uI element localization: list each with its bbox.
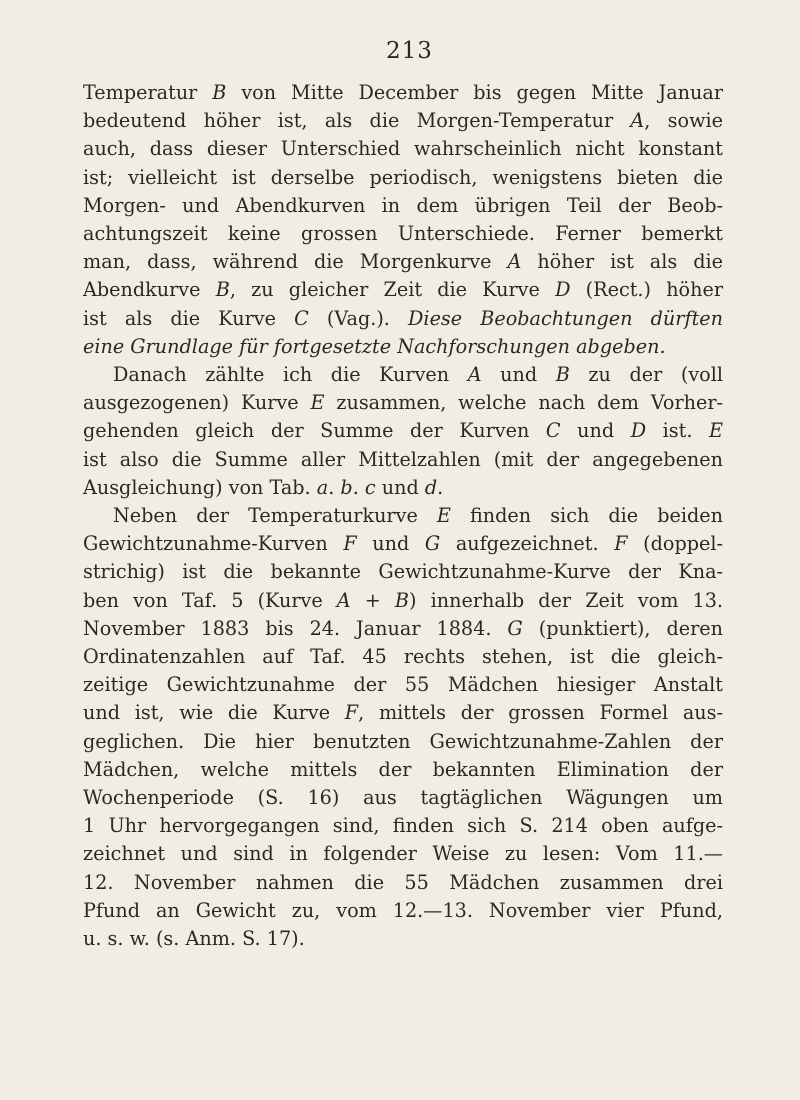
text-run: finden sich die beiden — [450, 504, 723, 528]
paragraph — [83, 502, 723, 953]
text-run: Ausgleichung) von Tab. — [83, 475, 317, 499]
text-line — [83, 643, 723, 671]
italic-text: B — [555, 363, 570, 387]
text-run: ist; vielleicht ist derselbe periodisch, wenigstens bieten die — [83, 165, 723, 189]
text-run: und ist, wie die Kurve — [83, 701, 345, 725]
text-line — [83, 530, 723, 558]
italic-text: d — [424, 475, 438, 499]
text-run: von Mitte December bis gegen Mitte Januar — [226, 81, 723, 104]
text-run: gehenden gleich der Summe der Kurven — [83, 419, 546, 443]
paragraph — [83, 79, 723, 361]
text-run: (Vag.). — [308, 306, 409, 330]
italic-text: E — [708, 419, 723, 443]
text-line — [83, 107, 723, 135]
text-line — [83, 728, 723, 756]
text-run: ben von Taf. 5 (Kurve — [83, 588, 337, 612]
text-run: 12. November nahmen die 55 Mädchen zusammen drei — [83, 870, 723, 894]
italic-text: C — [545, 419, 561, 443]
text-run: ist also die Summe aller Mittelzahlen (mit der angegebenen — [83, 447, 723, 471]
text-run: (doppel- — [627, 532, 723, 556]
italic-text: F — [344, 701, 359, 725]
text-run: und — [375, 475, 425, 499]
text-run: achtungszeit keine grossen Unterschiede. Ferner bemerkt — [83, 222, 723, 246]
text-line — [83, 79, 723, 107]
text-line — [83, 897, 723, 925]
text-line — [83, 784, 723, 812]
italic-text: E — [310, 391, 325, 415]
italic-text: F — [343, 532, 357, 556]
text-line — [83, 587, 723, 615]
text-run: und — [560, 419, 631, 443]
text-line — [83, 615, 723, 643]
text-run: zeitige Gewichtzunahme der 55 Mädchen hiesiger Anstalt — [83, 673, 723, 697]
text-run: , sowie — [644, 109, 723, 133]
text-run: zeichnet und sind in folgender Weise zu lesen: Vom 11.— — [83, 842, 723, 866]
text-run: u. s. w. (s. Anm. S. 17). — [83, 927, 305, 951]
paragraph — [83, 361, 723, 502]
text-line — [83, 558, 723, 586]
text-line — [83, 671, 723, 699]
italic-text: G — [507, 616, 523, 640]
italic-text: A — [507, 250, 522, 274]
text-line — [83, 699, 723, 727]
italic-text: A — [467, 363, 482, 387]
text-run: Danach zählte ich die Kurven — [113, 363, 468, 387]
text-line — [83, 756, 723, 784]
text-line — [83, 925, 723, 953]
text-line — [83, 135, 723, 163]
text-run: zu der (voll — [569, 363, 723, 387]
text-run: man, dass, während die Morgenkurve — [83, 250, 508, 274]
text-run: . — [352, 475, 365, 499]
text-run: zusammen, welche nach dem Vorher- — [324, 391, 723, 415]
text-run: strichig) ist die bekannte Gewichtzunahme-Kurve der Kna- — [83, 560, 723, 584]
italic-text: E — [436, 504, 451, 528]
text-run: auch, dass dieser Unterschied wahrscheinlich nicht konstant — [83, 137, 723, 161]
text-line — [83, 446, 723, 474]
text-run: Mädchen, welche mittels der bekannten Elimination der — [83, 757, 723, 781]
text-run: ist als die Kurve — [83, 306, 295, 330]
text-run: . — [328, 475, 341, 499]
text-run: Wochenperiode (S. 16) aus tagtäglichen Wägungen um — [83, 786, 723, 810]
italic-text: a — [316, 475, 329, 499]
italic-text: C — [294, 306, 309, 330]
text-run: ist. — [646, 419, 709, 443]
text-run: und — [481, 363, 556, 387]
text-line — [83, 164, 723, 192]
italic-text: eine Grundlage für fortgesetzte Nachforschungen abgeben. — [83, 334, 666, 358]
text-line — [83, 305, 723, 333]
text-run: ) innerhalb der Zeit vom 13. — [409, 588, 724, 612]
text-line — [83, 840, 723, 868]
italic-text: D — [630, 419, 647, 443]
text-line — [83, 502, 723, 530]
page-number: 213 — [386, 38, 433, 64]
text-run: (punktiert), deren — [522, 616, 723, 640]
italic-text: D — [555, 278, 571, 302]
text-run: , mittels der grossen Formel aus- — [358, 701, 723, 725]
text-run: November 1883 bis 24. Januar 1884. — [83, 616, 508, 640]
text-line — [83, 248, 723, 276]
text-run: Abendkurve — [83, 278, 216, 302]
text-run: (Rect.) höher — [570, 278, 723, 302]
italic-text: G — [424, 532, 441, 556]
text-run: ausgezogenen) Kurve — [83, 391, 311, 415]
text-line — [83, 869, 723, 897]
text-line — [83, 812, 723, 840]
italic-text: A — [630, 109, 645, 133]
text-run: Pfund an Gewicht zu, vom 12.—13. November vier Pfund, — [83, 898, 723, 922]
text-line — [83, 220, 723, 248]
text-run: + — [350, 588, 395, 612]
italic-text: Diese Beobachtungen dürften — [408, 306, 723, 330]
italic-text: F — [614, 532, 628, 556]
text-line — [83, 276, 723, 304]
text-run: Gewichtzunahme-Kurven — [83, 532, 344, 556]
text-line — [83, 389, 723, 417]
text-run: 1 Uhr hervorgegangen sind, finden sich S. 214 oben aufge- — [83, 814, 723, 838]
text-run: bedeutend höher ist, als die Morgen-Temperatur — [83, 109, 631, 133]
italic-text: B — [394, 588, 410, 612]
italic-text: B — [212, 81, 227, 104]
italic-text: b — [340, 475, 353, 499]
text-run: und — [356, 532, 425, 556]
text-run: Neben der Temperaturkurve — [113, 504, 437, 528]
text-run: , zu gleicher Zeit die Kurve — [229, 278, 556, 302]
text-run: Ordinatenzahlen auf Taf. 45 rechts stehen, ist die gleich- — [83, 645, 723, 669]
text-line — [83, 333, 723, 361]
text-run: Temperatur — [83, 81, 213, 104]
text-line — [83, 474, 723, 502]
text-run: aufgezeichnet. — [440, 532, 615, 556]
text-run: . — [437, 475, 444, 499]
text-run: Morgen- und Abendkurven in dem übrigen Teil der Beob- — [83, 193, 723, 217]
body-text — [83, 79, 723, 953]
italic-text: A — [336, 588, 351, 612]
text-line — [83, 417, 723, 445]
text-run: höher ist als die — [521, 250, 723, 274]
italic-text: B — [215, 278, 230, 302]
text-run: geglichen. Die hier benutzten Gewichtzunahme-Zahlen der — [83, 729, 723, 753]
italic-text: c — [364, 475, 376, 499]
text-line — [83, 361, 723, 389]
text-line — [83, 192, 723, 220]
